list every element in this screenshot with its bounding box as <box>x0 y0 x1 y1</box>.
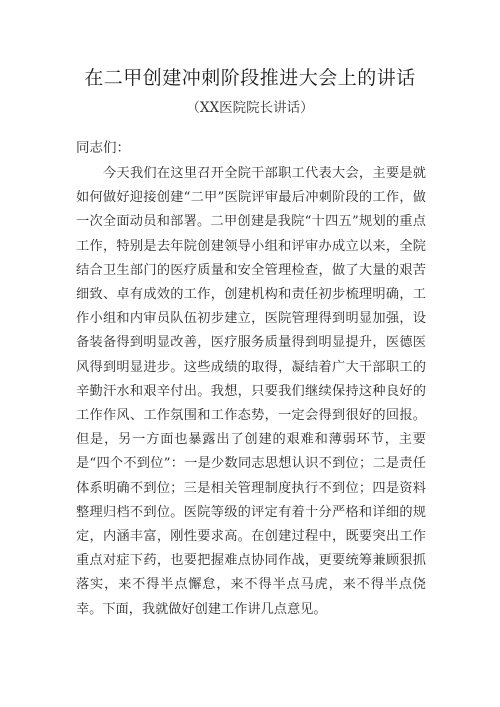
document-subtitle: （XX医院院长讲话） <box>186 100 314 116</box>
salutation: 同志们： <box>76 140 130 156</box>
body-paragraph: 今天我们在这里召开全院干部职工代表大会，主要是就如何做好迎接创建“二甲”医院评审最后冲刺阶段的工作，做一次全面动员和部署。二甲创建是我院“十四五”规划的重点工作，特别是去年院创建领导小组和评审办成立以来，全院结合卫生部门的医疗质量和安全管理检查，做了大量的艰苦细致、卓有成效的工作，创建机构和责任初步梳理明确，工作小组和内审员队伍初步建立，医院管理得到明显加强，设备装备得到明显改善，医疗服务质量得到明显提升，医德医风得到明显进步。这些成绩的取得，凝结着广大干部职工的辛勤汗水和艰辛付出。我想，只要我们继续保持这种良好的工作作风、工作氛围和工作态势，一定会得到很好的回报。但是，另一方面也暴露出了创建的艰难和薄弱环节，主要是“四个不到位”：一是少数同志思想认识不到位；二是责任体系明确不到位；三是相关管理制度执行不到位；四是资料整理归档不到位。医院等级的评定有着十分严格和详细的规定，内涵丰富，刚性要求高。在创建过程中，既要突出工作重点对症下药，也要把握难点协同作战，更要统筹兼顾狠抓落实，来不得半点懈怠，来不得半点马虎，来不得半点侥幸。下面，我就做好创建工作讲几点意见。 <box>76 166 426 617</box>
document-title: 在二甲创建冲刺阶段推进大会上的讲话 <box>84 67 416 89</box>
